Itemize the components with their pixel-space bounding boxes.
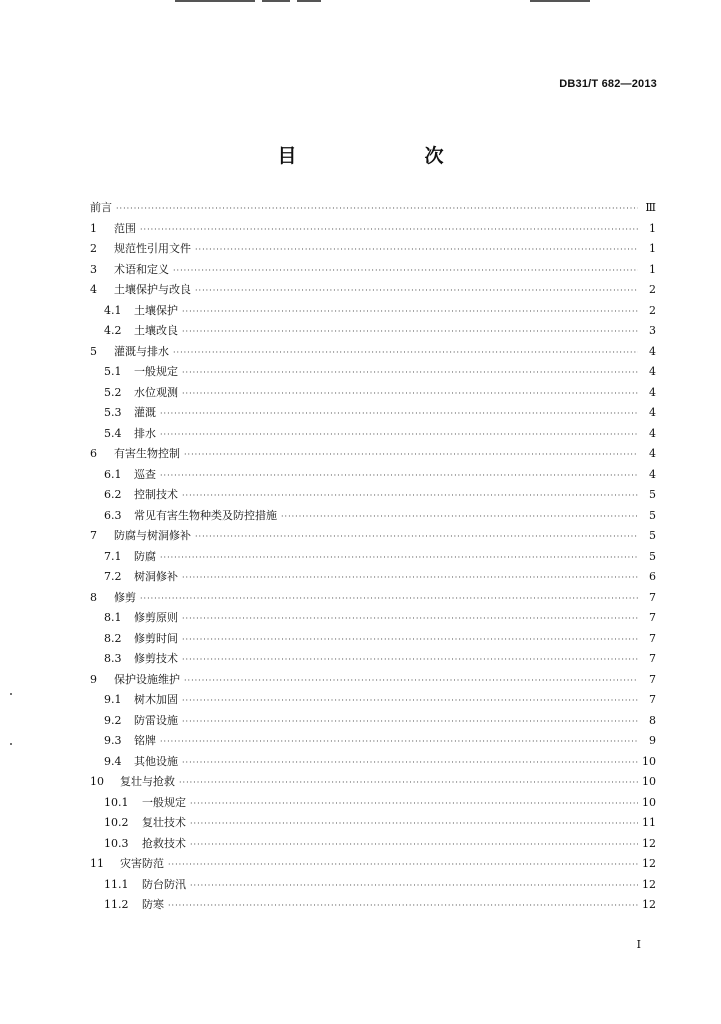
toc-entry[interactable] <box>90 281 656 302</box>
toc-entry-page: 7 <box>649 631 656 645</box>
dot-leader <box>190 882 638 890</box>
toc-entry[interactable] <box>90 671 656 692</box>
toc-entry-page: 7 <box>649 652 656 665</box>
toc-entry-number: 10.1 <box>104 795 129 809</box>
dot-leader <box>195 287 638 295</box>
dot-leader <box>160 472 638 480</box>
dot-leader <box>140 226 638 234</box>
dot-leader <box>184 677 638 685</box>
toc-entry-label: 防腐 <box>134 549 156 563</box>
toc-subentry[interactable] <box>90 732 656 753</box>
dot-leader <box>182 636 638 644</box>
toc-entry-number: 4.1 <box>104 303 122 317</box>
toc-subentry[interactable] <box>90 384 656 405</box>
toc-entry-label: 修剪技术 <box>134 652 178 665</box>
dot-leader <box>182 369 638 377</box>
toc-entry[interactable] <box>90 240 656 261</box>
toc-entry-label: 修剪时间 <box>134 631 178 645</box>
document-code: DB31/T 682—2013 <box>559 78 657 90</box>
toc-subentry[interactable] <box>90 507 656 528</box>
toc-entry-number: 9.2 <box>104 713 122 727</box>
dot-leader <box>116 205 638 213</box>
toc-entry-number: 9.1 <box>104 693 122 706</box>
page-number: I <box>636 938 641 951</box>
toc-entry-number: 5.3 <box>104 406 122 419</box>
toc-entry-label: 防寒 <box>142 898 164 911</box>
toc-entry-page: 2 <box>649 283 656 296</box>
toc-subentry[interactable] <box>90 896 656 917</box>
toc-entry[interactable] <box>90 589 656 610</box>
toc-entry-page: 7 <box>649 590 656 604</box>
toc-subentry[interactable] <box>90 814 656 835</box>
dot-leader <box>168 861 638 869</box>
scan-edge-marks <box>0 0 721 4</box>
toc-entry-label: 水位观测 <box>134 385 178 399</box>
toc-entry-label: 土壤改良 <box>134 324 178 337</box>
toc-entry-number: 2 <box>90 242 97 255</box>
toc-entry-number: 7.1 <box>104 549 122 563</box>
toc-entry-number: 11.2 <box>104 898 129 911</box>
toc-entry[interactable] <box>90 343 656 364</box>
toc-entry-label: 常见有害生物种类及防控措施 <box>134 508 277 522</box>
toc-entry-number: 3 <box>90 262 97 276</box>
dot-leader <box>182 615 638 623</box>
toc-entry-page: 12 <box>642 857 656 870</box>
toc-subentry[interactable] <box>90 712 656 733</box>
toc-subentry[interactable] <box>90 568 656 589</box>
toc-entry-number: 7.2 <box>104 570 122 583</box>
toc-entry-page: Ⅲ <box>645 201 656 214</box>
toc-entry-label: 灾害防范 <box>120 857 164 870</box>
toc-entry-label: 其他设施 <box>134 754 178 768</box>
toc-entry-label: 巡查 <box>134 467 156 481</box>
dot-leader <box>160 431 638 439</box>
toc-entry-label: 复壮与抢救 <box>120 775 175 788</box>
toc-entry-page: 8 <box>649 713 656 727</box>
dot-leader <box>173 267 638 275</box>
toc-entry-label: 抢救技术 <box>142 836 186 850</box>
dot-leader <box>160 554 638 562</box>
scan-speck <box>10 743 12 745</box>
toc-subentry[interactable] <box>90 691 656 712</box>
toc-entry-number: 9.3 <box>104 734 122 747</box>
toc-entry-label: 铭牌 <box>134 734 156 747</box>
toc-entry-page: 12 <box>642 898 656 911</box>
toc-entry-number: 5.1 <box>104 365 122 378</box>
toc-entry-page: 10 <box>642 775 656 788</box>
toc-entry-page: 10 <box>642 754 656 768</box>
toc-entry-label: 灌溉与排水 <box>114 344 169 358</box>
dot-leader <box>182 390 638 398</box>
toc-entry-label: 复壮技术 <box>142 816 186 829</box>
dot-leader <box>190 841 638 849</box>
toc-subentry[interactable] <box>90 794 656 815</box>
toc-entry-label: 修剪原则 <box>134 611 178 624</box>
toc-entry-page: 12 <box>642 877 656 891</box>
toc-entry-page: 7 <box>649 693 656 706</box>
toc-subentry[interactable] <box>90 322 656 343</box>
toc-subentry[interactable] <box>90 466 656 487</box>
toc-entry-page: 7 <box>649 672 656 686</box>
toc-entry-page: 4 <box>649 426 656 440</box>
toc-entry-page: 5 <box>649 508 656 522</box>
toc-entry-page: 9 <box>649 734 656 747</box>
toc-entry-number: 8 <box>90 590 97 604</box>
toc-entry-label: 范围 <box>114 221 136 235</box>
toc-entry-number: 11 <box>90 857 104 870</box>
toc-entry-page: 4 <box>649 344 656 358</box>
toc-entry-label: 保护设施维护 <box>114 672 180 686</box>
dot-leader <box>182 718 638 726</box>
toc-entry-page: 7 <box>649 611 656 624</box>
dot-leader <box>182 328 638 336</box>
dot-leader <box>179 779 638 787</box>
toc-entry[interactable] <box>90 445 656 466</box>
toc-entry-label: 土壤保护 <box>134 303 178 317</box>
toc-entry[interactable] <box>90 855 656 876</box>
toc-entry-label: 排水 <box>134 426 156 440</box>
toc-entry-number: 10.3 <box>104 836 129 850</box>
dot-leader <box>168 902 638 910</box>
scan-speck <box>10 693 12 695</box>
dot-leader <box>173 349 638 357</box>
toc-entry-page: 4 <box>649 365 656 378</box>
toc-entry[interactable] <box>90 527 656 548</box>
dot-leader <box>190 800 638 808</box>
toc-entry-number: 8.2 <box>104 631 122 645</box>
toc-subentry[interactable] <box>90 609 656 630</box>
toc-entry-page: 10 <box>642 795 656 809</box>
toc-entry-page: 4 <box>649 406 656 419</box>
toc-entry-label: 土壤保护与改良 <box>114 283 191 296</box>
toc-entry-page: 3 <box>649 324 656 337</box>
toc-subentry[interactable] <box>90 486 656 507</box>
toc-subentry[interactable] <box>90 650 656 671</box>
toc-subentry[interactable] <box>90 630 656 651</box>
toc-entry-label: 防腐与树洞修补 <box>114 529 191 542</box>
toc-entry-number: 6.1 <box>104 467 122 481</box>
toc-entry-number: 7 <box>90 529 97 542</box>
toc-entry-page: 11 <box>642 816 656 829</box>
toc-subentry[interactable] <box>90 876 656 897</box>
dot-leader <box>182 308 638 316</box>
toc-entry-page: 1 <box>649 221 656 235</box>
dot-leader <box>281 513 638 521</box>
dot-leader <box>182 759 638 767</box>
toc-entry-label: 树洞修补 <box>134 570 178 583</box>
toc-entry-number: 5.2 <box>104 385 122 399</box>
toc-entry-page: 4 <box>649 447 656 460</box>
dot-leader <box>182 697 638 705</box>
toc-entry-label: 控制技术 <box>134 488 178 501</box>
toc-subentry[interactable] <box>90 425 656 446</box>
toc-entry-page: 6 <box>649 570 656 583</box>
dot-leader <box>182 656 638 664</box>
toc-entry-page: 2 <box>649 303 656 317</box>
page-title: 目 次 <box>277 145 474 167</box>
toc-entry-page: 1 <box>649 242 656 255</box>
toc-subentry[interactable] <box>90 548 656 569</box>
toc-entry-number: 10.2 <box>104 816 129 829</box>
toc-entry-page: 1 <box>649 262 656 276</box>
dot-leader <box>195 533 638 541</box>
toc-entry-page: 4 <box>649 467 656 481</box>
toc-entry-number: 9.4 <box>104 754 122 768</box>
toc-entry-number: 6.3 <box>104 508 122 522</box>
toc-entry-label: 修剪 <box>114 590 136 604</box>
toc-entry-label: 树木加固 <box>134 693 178 706</box>
dot-leader <box>190 820 638 828</box>
toc-entry-page: 5 <box>649 488 656 501</box>
toc-entry-number: 4.2 <box>104 324 122 337</box>
dot-leader <box>182 574 638 582</box>
toc-subentry[interactable] <box>90 753 656 774</box>
dot-leader <box>160 738 638 746</box>
toc-entry[interactable] <box>90 261 656 282</box>
toc-entry-label: 规范性引用文件 <box>114 242 191 255</box>
toc-entry[interactable] <box>90 199 656 220</box>
dot-leader <box>140 595 638 603</box>
toc-entry-label: 术语和定义 <box>114 262 169 276</box>
toc-entry-page: 12 <box>642 836 656 850</box>
dot-leader <box>182 492 638 500</box>
toc-entry-label: 前言 <box>90 201 112 214</box>
toc-entry-label: 灌溉 <box>134 406 156 419</box>
toc-subentry[interactable] <box>90 404 656 425</box>
toc-entry-number: 8.1 <box>104 611 122 624</box>
toc-entry-number: 6 <box>90 447 97 460</box>
toc-entry-number: 6.2 <box>104 488 122 501</box>
toc-entry-label: 防雷设施 <box>134 713 178 727</box>
toc-subentry[interactable] <box>90 302 656 323</box>
toc-entry-number: 4 <box>90 283 97 296</box>
toc-entry-number: 1 <box>90 221 97 235</box>
toc-entry-label: 防台防汛 <box>142 877 186 891</box>
toc-entry[interactable] <box>90 220 656 241</box>
toc-entry-number: 11.1 <box>104 877 129 891</box>
table-of-contents <box>90 199 656 917</box>
toc-entry-number: 5.4 <box>104 426 122 440</box>
toc-entry-label: 一般规定 <box>134 365 178 378</box>
toc-entry-label: 有害生物控制 <box>114 447 180 460</box>
toc-entry-page: 4 <box>649 385 656 399</box>
toc-subentry[interactable] <box>90 835 656 856</box>
dot-leader <box>160 410 638 418</box>
toc-entry-number: 8.3 <box>104 652 122 665</box>
dot-leader <box>184 451 638 459</box>
toc-entry-label: 一般规定 <box>142 795 186 809</box>
dot-leader <box>195 246 638 254</box>
toc-entry-number: 10 <box>90 775 104 788</box>
toc-entry[interactable] <box>90 773 656 794</box>
toc-entry-number: 9 <box>90 672 97 686</box>
toc-entry-page: 5 <box>649 549 656 563</box>
toc-entry-page: 5 <box>649 529 656 542</box>
toc-subentry[interactable] <box>90 363 656 384</box>
toc-entry-number: 5 <box>90 344 97 358</box>
